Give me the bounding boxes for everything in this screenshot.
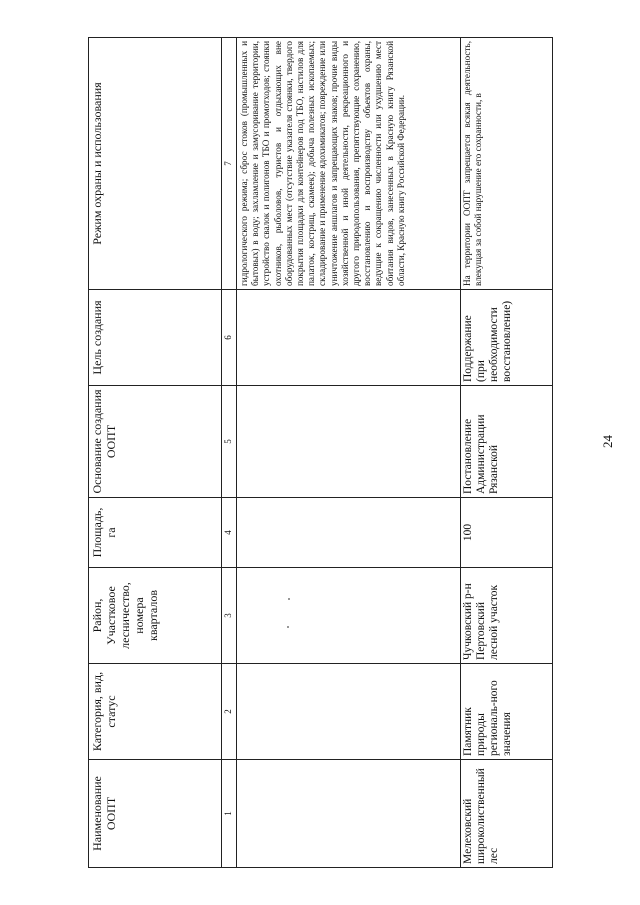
scan-speck [287, 626, 289, 628]
empty-cell [236, 568, 460, 664]
cell-name: Мелеховский широколиственный лес [460, 760, 552, 868]
empty-cell [236, 386, 460, 498]
cell-purpose: Поддержание (при необходимости восстановление) [460, 290, 552, 386]
cell-basis: Постановление Администрации Рязанской [460, 386, 552, 498]
header-regime: Режим охраны и использования [89, 38, 222, 290]
page-number: 24 [600, 435, 615, 448]
header-name: Наименование ООПТ [89, 760, 222, 868]
empty-cell [236, 760, 460, 868]
header-area: Площадь, га [89, 498, 222, 568]
header-basis: Основание создания ООПТ [89, 386, 222, 498]
column-number-row [221, 38, 236, 868]
header-district: Район, Участковое лесничество, номера кварталов [89, 568, 222, 664]
column-number: 1 [221, 760, 236, 868]
scan-speck [288, 598, 290, 600]
column-number: 3 [221, 568, 236, 664]
table-row-melekhovsky [460, 38, 552, 868]
column-number: 7 [221, 38, 236, 290]
cell-area: 100 [460, 498, 552, 568]
column-number: 2 [221, 664, 236, 760]
column-number: 5 [221, 386, 236, 498]
header-category: Категория, вид, статус [89, 664, 222, 760]
column-number: 4 [221, 498, 236, 568]
empty-cell [236, 664, 460, 760]
table-header-row [89, 38, 222, 868]
header-purpose: Цель создания [89, 290, 222, 386]
rotated-table-container [88, 38, 553, 868]
regime-continuation-text: гидрологического режима; сброс стоков (промышленных и бытовых) в воду; захламление и замусоривание территории, устройство свалок и полигонов ТБО и промотходов; стоянки охотников, рыболовов, туристов и отдыхающих вне оборудованных мест (отсутствие указателя стоянки, твердого покрытия площадки для контейнеров под ТБО, настилов для палаток, кострищ, скамеек); добыча полезных ископаемых; складирование и применение ядохимикатов; повреждение или уничтожение аншлагов и запрещающих знаков; прочие виды хозяйственной и иной деятельности, рекреационного и другого природопользования, препятствующие сохранению, восстановлению и воспроизводству объектов охраны, ведущие к сокращению численности или ухудшению мест обитания видов, занесенных в Красную книгу Рязанской области, Красную книгу Российской Федерации. [236, 38, 460, 290]
column-number: 6 [221, 290, 236, 386]
cell-regime: На территории ООПТ запрещается всякая деятельность, влекущая за собой нарушение его сохранности, в [460, 38, 552, 290]
oopt-table [88, 37, 553, 868]
cell-category: Памятник природы региональ-ного значения [460, 664, 552, 760]
cell-district: Чучковский р-н Пертовский лесной участок [460, 568, 552, 664]
empty-cell [236, 498, 460, 568]
empty-cell [236, 290, 460, 386]
continuation-row [236, 38, 460, 868]
